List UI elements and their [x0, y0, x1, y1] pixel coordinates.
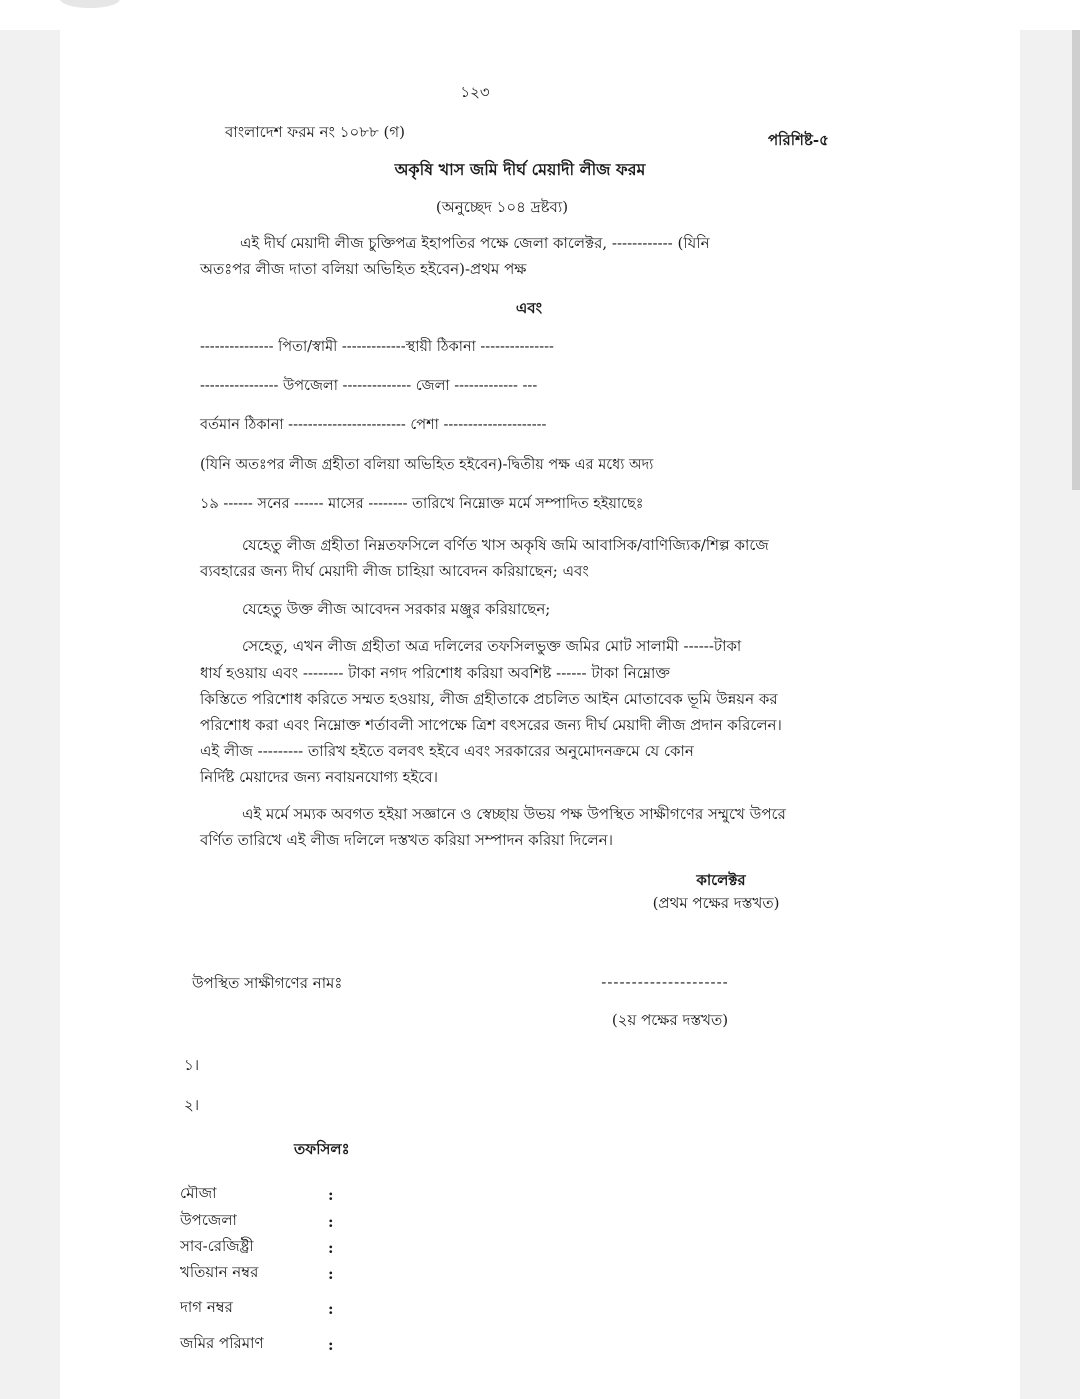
- schedule-label: উপজেলা: [180, 1211, 237, 1229]
- collector-label: কালেক্টর: [696, 871, 746, 889]
- top-strip: [0, 0, 1080, 30]
- para2: যেহেতু উক্ত লীজ আবেদন সরকার মঞ্জুর করিয়াছেন;: [242, 600, 551, 618]
- schedule-label: সাব-রেজিষ্ট্রী: [180, 1237, 254, 1255]
- scrollbar[interactable]: [1072, 30, 1080, 490]
- appendix-label: পরিশিষ্ট-৫: [768, 131, 829, 149]
- second-signature-line: ---------------------: [601, 973, 729, 991]
- schedule-title: তফসিলঃ: [294, 1140, 350, 1158]
- schedule-label: খতিয়ান নম্বর: [180, 1263, 259, 1281]
- form-number: বাংলাদেশ ফরম নং ১০৮৮ (গ): [225, 123, 405, 141]
- schedule-label: জমির পরিমাণ: [180, 1334, 264, 1352]
- para4-line-1: এই মর্মে সম্যক অবগত হইয়া সজ্ঞানে ও স্বেচ্ছায় উভয় পক্ষ উপস্থিত সাক্ষীগণের সম্মুখে উপরে: [242, 805, 786, 823]
- witness-1: ১।: [184, 1056, 200, 1074]
- para3-line-1: সেহেতু, এখন লীজ গ্রহীতা অত্র দলিলের তফসিলভুক্ত জমির মোট সালামী ------টাকা: [242, 637, 742, 655]
- schedule-colon: :: [328, 1239, 334, 1257]
- party-line-4: (যিনি অতঃপর লীজ গ্রহীতা বলিয়া অভিহিত হইবেন)-দ্বিতীয় পক্ষ এর মধ্যে অদ্য: [200, 457, 654, 473]
- party-line-2: ---------------- উপজেলা -------------- জেলা ------------- ---: [200, 378, 538, 394]
- party-line-5: ১৯ ------ সনের ------ মাসের -------- তারিখে নিম্নোক্ত মর্মে সম্পাদিত হইয়াছেঃ: [200, 496, 644, 512]
- top-shadow: [60, 0, 120, 8]
- schedule-colon: :: [328, 1336, 334, 1354]
- second-signature: (২য় পক্ষের দস্তখত): [611, 1011, 729, 1029]
- form-title: অকৃষি খাস জমি দীর্ঘ মেয়াদী লীজ ফরম: [394, 160, 646, 179]
- para3-line-2: ধার্য হওয়ায় এবং -------- টাকা নগদ পরিশোধ করিয়া অবশিষ্ট ------ টাকা নিম্নোক্ত: [200, 664, 670, 682]
- para4-line-2: বর্ণিত তারিখে এই লীজ দলিলে দস্তখত করিয়া সম্পাদন করিয়া দিলেন।: [200, 831, 613, 849]
- collector-signature: (প্রথম পক্ষের দস্তখত): [652, 894, 780, 912]
- schedule-colon: :: [328, 1300, 334, 1318]
- page-number: ১২৩: [460, 83, 490, 101]
- schedule-label: মৌজা: [180, 1184, 217, 1202]
- para1-line-1: যেহেতু লীজ গ্রহীতা নিম্নতফসিলে বর্ণিত খাস অকৃষি জমি আবাসিক/বাণিজ্যিক/শিল্প কাজে: [242, 536, 769, 554]
- schedule-colon: :: [328, 1265, 334, 1283]
- para3-line-6: নির্দিষ্ট মেয়াদের জন্য নবায়নযোগ্য হইবে।: [200, 768, 439, 786]
- para1-line-2: ব্যবহারের জন্য দীর্ঘ মেয়াদী লীজ চাহিয়া আবেদন করিয়াছেন; এবং: [200, 562, 589, 580]
- para3-line-3: কিস্তিতে পরিশোধ করিতে সম্মত হওয়ায়, লীজ গ্রহীতাকে প্রচলিত আইন মোতাবেক ভূমি উন্নয়ন কর: [200, 690, 778, 708]
- para3-line-4: পরিশোধ করা এবং নিম্নোক্ত শর্তাবলী সাপেক্ষে ত্রিশ বৎসরের জন্য দীর্ঘ মেয়াদী লীজ প্রদান করিলেন।: [200, 716, 782, 734]
- schedule-label: দাগ নম্বর: [180, 1298, 233, 1316]
- schedule-colon: :: [328, 1213, 334, 1231]
- party-line-3: বর্তমান ঠিকানা ------------------------ পেশা ---------------------: [200, 417, 547, 433]
- document-page: [60, 30, 1020, 1399]
- witness-label: উপস্থিত সাক্ষীগণের নামঃ: [192, 974, 343, 992]
- intro-line-1: এই দীর্ঘ মেয়াদী লীজ চুক্তিপত্র ইহাপতির পক্ষে জেলা কালেক্টর, ------------ (যিনি: [240, 234, 710, 252]
- witness-2: ২।: [184, 1096, 200, 1114]
- party-line-1: --------------- পিতা/স্বামী -------------স্থায়ী ঠিকানা ---------------: [200, 339, 554, 355]
- intro-line-2: অতঃপর লীজ দাতা বলিয়া অভিহিত হইবেন)-প্রথম পক্ষ: [200, 260, 527, 278]
- and-label: এবং: [515, 299, 543, 317]
- reference: (অনুচ্ছেদ ১০৪ দ্রষ্টব্য): [435, 198, 569, 216]
- para3-line-5: এই লীজ --------- তারিখ হইতে বলবৎ হইবে এবং সরকারের অনুমোদনক্রমে যে কোন: [200, 742, 694, 760]
- schedule-colon: :: [328, 1186, 334, 1204]
